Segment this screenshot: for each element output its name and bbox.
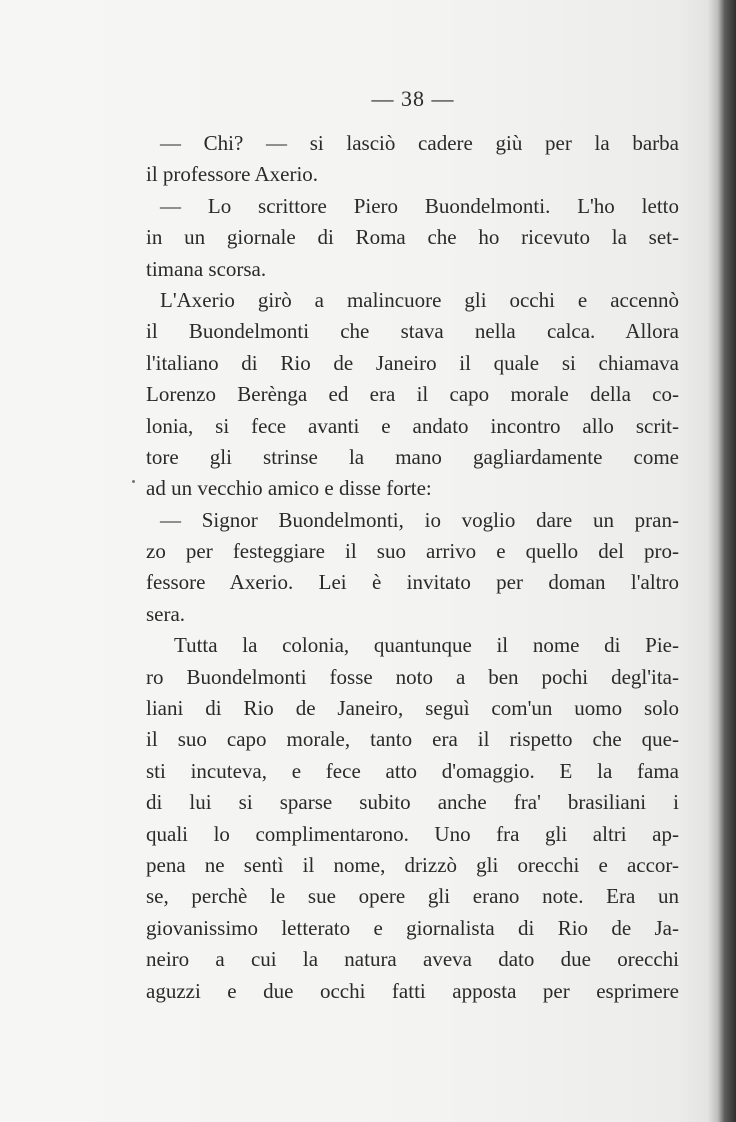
text-line: quali lo complimentarono. Uno fra gli altri ap-	[146, 821, 679, 846]
text-line: l'italiano di Rio de Janeiro il quale si chiamava	[146, 350, 679, 375]
text-line: sti incuteva, e fece atto d'omaggio. E la fama	[146, 758, 679, 783]
text-line: pena ne sentì il nome, drizzò gli orecchi e accor-	[146, 852, 679, 877]
body-text	[146, 128, 679, 1007]
text-line: giovanissimo letterato e giornalista di Rio de Ja-	[146, 915, 679, 940]
text-line: sera.	[146, 601, 186, 626]
text-line: in un giornale di Roma che ho ricevuto la set-	[146, 225, 679, 250]
text-line: L'Axerio girò a malincuore gli occhi e accennò	[160, 287, 679, 312]
text-line: il suo capo morale, tanto era il rispetto che que-	[146, 727, 679, 752]
text-line: Lorenzo Berènga ed era il capo morale della co-	[146, 382, 679, 407]
page-binding-edge	[708, 0, 736, 1122]
print-speck	[132, 480, 135, 483]
text-line: Tutta la colonia, quantunque il nome di Pie-	[174, 633, 679, 658]
text-line: — Chi? — si lasciò cadere giù per la barba	[160, 131, 679, 155]
text-line: liani di Rio de Janeiro, seguì com'un uomo solo	[146, 696, 679, 721]
text-line: il professore Axerio.	[146, 162, 319, 187]
page-number: — 38 —	[371, 86, 455, 111]
text-line: ad un vecchio amico e disse forte:	[146, 476, 432, 501]
text-line: tore gli strinse la mano gagliardamente come	[146, 444, 679, 469]
text-line: se, perchè le sue opere gli erano note. Era un	[146, 884, 679, 909]
text-line: aguzzi e due occhi fatti apposta per esprimere	[146, 978, 679, 1003]
text-line: ro Buondelmonti fosse noto a ben pochi degl'ita-	[146, 664, 679, 689]
text-line: timana scorsa.	[146, 256, 267, 281]
text-line: fessore Axerio. Lei è invitato per doman l'altro	[146, 570, 679, 595]
text-line: — Signor Buondelmonti, io voglio dare un pran-	[160, 507, 679, 532]
text-line: zo per festeggiare il suo arrivo e quello del pro-	[146, 539, 679, 564]
text-line: neiro a cui la natura aveva dato due orecchi	[146, 947, 679, 972]
text-line: — Lo scrittore Piero Buondelmonti. L'ho letto	[160, 193, 679, 218]
text-line: di lui si sparse subito anche fra' brasiliani i	[146, 790, 679, 815]
text-line: il Buondelmonti che stava nella calca. Allora	[146, 319, 679, 344]
text-line: lonia, si fece avanti e andato incontro allo scrit-	[146, 413, 679, 438]
